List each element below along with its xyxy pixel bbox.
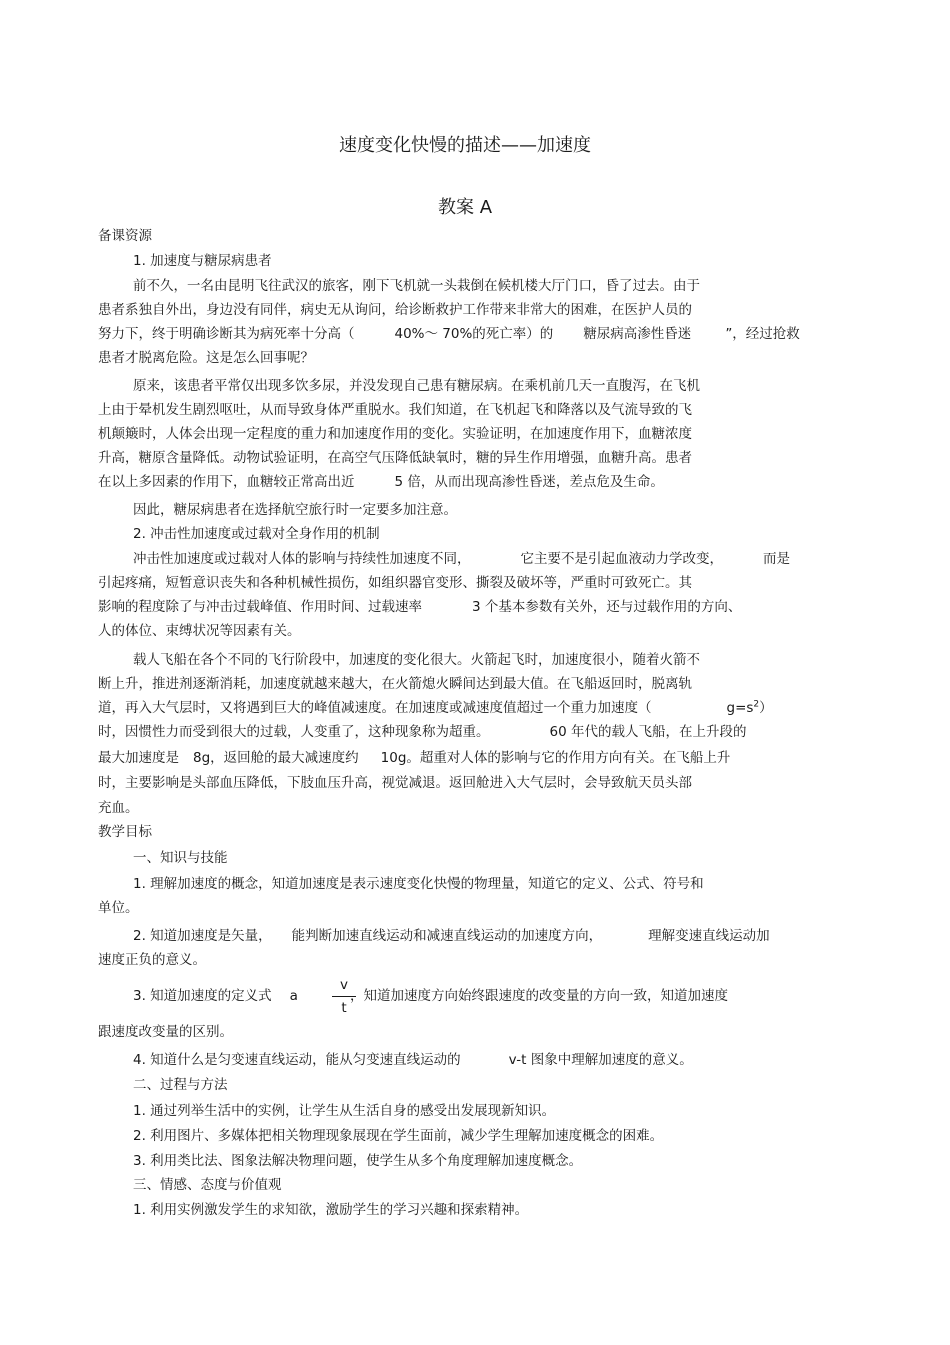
document-subtitle: 教案 A [437, 197, 493, 218]
text-run: 时，因惯性力而受到很大的过载，人变重了，这种现象称为超重。 [98, 724, 490, 740]
paragraph-line: 患者系独自外出，身边没有同伴，病史无从询问，给诊断救护工作带来非常大的困难，在医护人员的 [98, 302, 692, 318]
paragraph-line: 时，主要影响是头部血压降低，下肢血压升高，视觉减退。返回舱进入大气层时，会导致航天员头部 [98, 775, 692, 791]
text-run: 影响的程度除了与冲击过载峰值、作用时间、过载速率 [98, 599, 422, 615]
list-item-line: 速度正负的意义。 [98, 952, 206, 968]
paragraph-line: 引起疼痛，短暂意识丧失和各种机械性损伤，如组织器官变形、撕裂及破坏等，严重时可致死亡。其 [98, 575, 692, 591]
paragraph-line [98, 698, 773, 718]
paragraph-line [133, 549, 790, 569]
paragraph-line [98, 324, 800, 344]
document-title: 速度变化快慢的描述——加速度 [339, 135, 591, 156]
superscript: 2 [753, 699, 760, 710]
resource-2-heading: 2. 冲击性加速度或过载对全身作用的机制 [133, 526, 380, 542]
paragraph-line: 患者才脱离危险。这是怎么回事呢？ [98, 350, 314, 366]
text-run: g=s [726, 700, 754, 716]
text-run: 能判断加速直线运动和减速直线运动的加速度方向， [291, 928, 603, 944]
list-item-line: 1. 理解加速度的概念，知道加速度是表示速度变化快慢的物理量，知道它的定义、公式、符号和 [133, 876, 704, 892]
text-run: 冲击性加速度或过载对人体的影响与持续性加速度不同， [133, 551, 471, 567]
paragraph-line [98, 597, 741, 617]
text-run: 最大加速度是 [98, 750, 179, 766]
paragraph-line [98, 722, 746, 742]
text-run: 5 倍，从而出现高渗性昏迷，差点危及生命。 [394, 474, 664, 490]
formula-variable-a: a [289, 988, 298, 1004]
fraction-bar [332, 996, 356, 997]
list-item-line: 1. 通过列举生活中的实例，让学生从生活自身的感受出发展现新知识。 [133, 1103, 556, 1119]
list-item-line [133, 986, 728, 1006]
text-run: ） [759, 700, 773, 716]
list-item-line [133, 926, 770, 946]
text-run: 在以上多因素的作用下，血糖较正常高出近 [98, 474, 355, 490]
text-run: 10g。超重对人体的影响与它的作用方向有关。在飞船上升 [380, 750, 731, 766]
text-run: 40%～ 70%的死亡率）的 [394, 326, 554, 342]
text-run: ”，经过抢救 [725, 326, 800, 342]
text-run: 努力下，终于明确诊断其为病死率十分高（ [98, 326, 355, 342]
goal-heading-emotion: 三、情感、态度与价值观 [133, 1177, 282, 1193]
text-run: 8g，返回舱的最大减速度约 [193, 750, 359, 766]
section-heading-goals: 教学目标 [98, 824, 152, 840]
paragraph-line [98, 748, 730, 768]
paragraph-line: 上由于晕机发生剧烈呕吐，从而导致身体严重脱水。我们知道，在飞机起飞和降落以及气流导致的飞 [98, 402, 692, 418]
text-run: 3 个基本参数有关外，还与过载作用的方向、 [472, 599, 742, 615]
paragraph-line: 升高，糖原含量降低。动物试验证明，在高空气压降低缺氧时，糖的异生作用增强，血糖升高。患者 [98, 450, 692, 466]
paragraph-line: 载人飞船在各个不同的飞行阶段中，加速度的变化很大。火箭起飞时，加速度很小，随着火箭不 [133, 652, 700, 668]
paragraph-line: 断上升，推进剂逐渐消耗，加速度就越来越大，在火箭熄火瞬间达到最大值。在飞船返回时，脱离轨 [98, 676, 692, 692]
paragraph-line: 前不久，一名由昆明飞往武汉的旅客，刚下飞机就一头栽倒在候机楼大厅门口，昏了过去。由于 [133, 278, 700, 294]
text-run: 糖尿病高渗性昏迷 [583, 326, 692, 342]
paragraph-line: 充血。 [98, 800, 139, 816]
list-item-line: 1. 利用实例激发学生的求知欲，激励学生的学习兴趣和探索精神。 [133, 1202, 529, 1218]
list-item-line: 单位。 [98, 900, 139, 916]
paragraph-line: 机颠簸时，人体会出现一定程度的重力和加速度作用的变化。实验证明，在加速度作用下，血糖浓度 [98, 426, 692, 442]
text-run: 而是 [763, 551, 790, 567]
section-heading-resources: 备课资源 [98, 228, 152, 244]
paragraph-line: 人的体位、束缚状况等因素有关。 [98, 623, 301, 639]
list-item-line: 跟速度改变量的区别。 [98, 1024, 233, 1040]
paragraph-line: 原来，该患者平常仅出现多饮多尿，并没发现自己患有糖尿病。在乘机前几天一直腹泻，在飞机 [133, 378, 700, 394]
goal-heading-process: 二、过程与方法 [133, 1077, 228, 1093]
paragraph-line [98, 472, 664, 492]
text-run: 它主要不是引起血液动力学改变， [520, 551, 723, 567]
text-run: 理解变速直线运动加 [648, 928, 770, 944]
goal-heading-knowledge: 一、知识与技能 [133, 850, 228, 866]
text-run: 4. 知道什么是匀变速直线运动，能从匀变速直线运动的 [133, 1052, 461, 1068]
list-item-line [133, 1050, 693, 1070]
paragraph-line: 因此，糖尿病患者在选择航空旅行时一定要多加注意。 [133, 502, 457, 518]
resource-1-heading: 1. 加速度与糖尿病患者 [133, 253, 272, 269]
text-run: 2. 知道加速度是矢量， [133, 928, 272, 944]
formula-fraction [332, 976, 356, 1017]
text-run: 3. 知道加速度的定义式 [133, 988, 272, 1004]
fraction-numerator: v [340, 977, 348, 993]
text-run: 道，再入大气层时，又将遇到巨大的峰值减速度。在加速度或减速度值超过一个重力加速度（ [98, 700, 652, 716]
text-run: v-t 图象中理解加速度的意义。 [508, 1052, 693, 1068]
list-item-line: 2. 利用图片、多媒体把相关物理现象展现在学生面前，减少学生理解加速度概念的困难。 [133, 1128, 664, 1144]
text-run: 60 年代的载人飞船，在上升段的 [549, 724, 747, 740]
fraction-denominator: t [341, 1000, 347, 1016]
list-item-line: 3. 利用类比法、图象法解决物理问题，使学生从多个角度理解加速度概念。 [133, 1153, 583, 1169]
text-run: ，知道加速度方向始终跟速度的改变量的方向一致，知道加速度 [349, 988, 728, 1004]
